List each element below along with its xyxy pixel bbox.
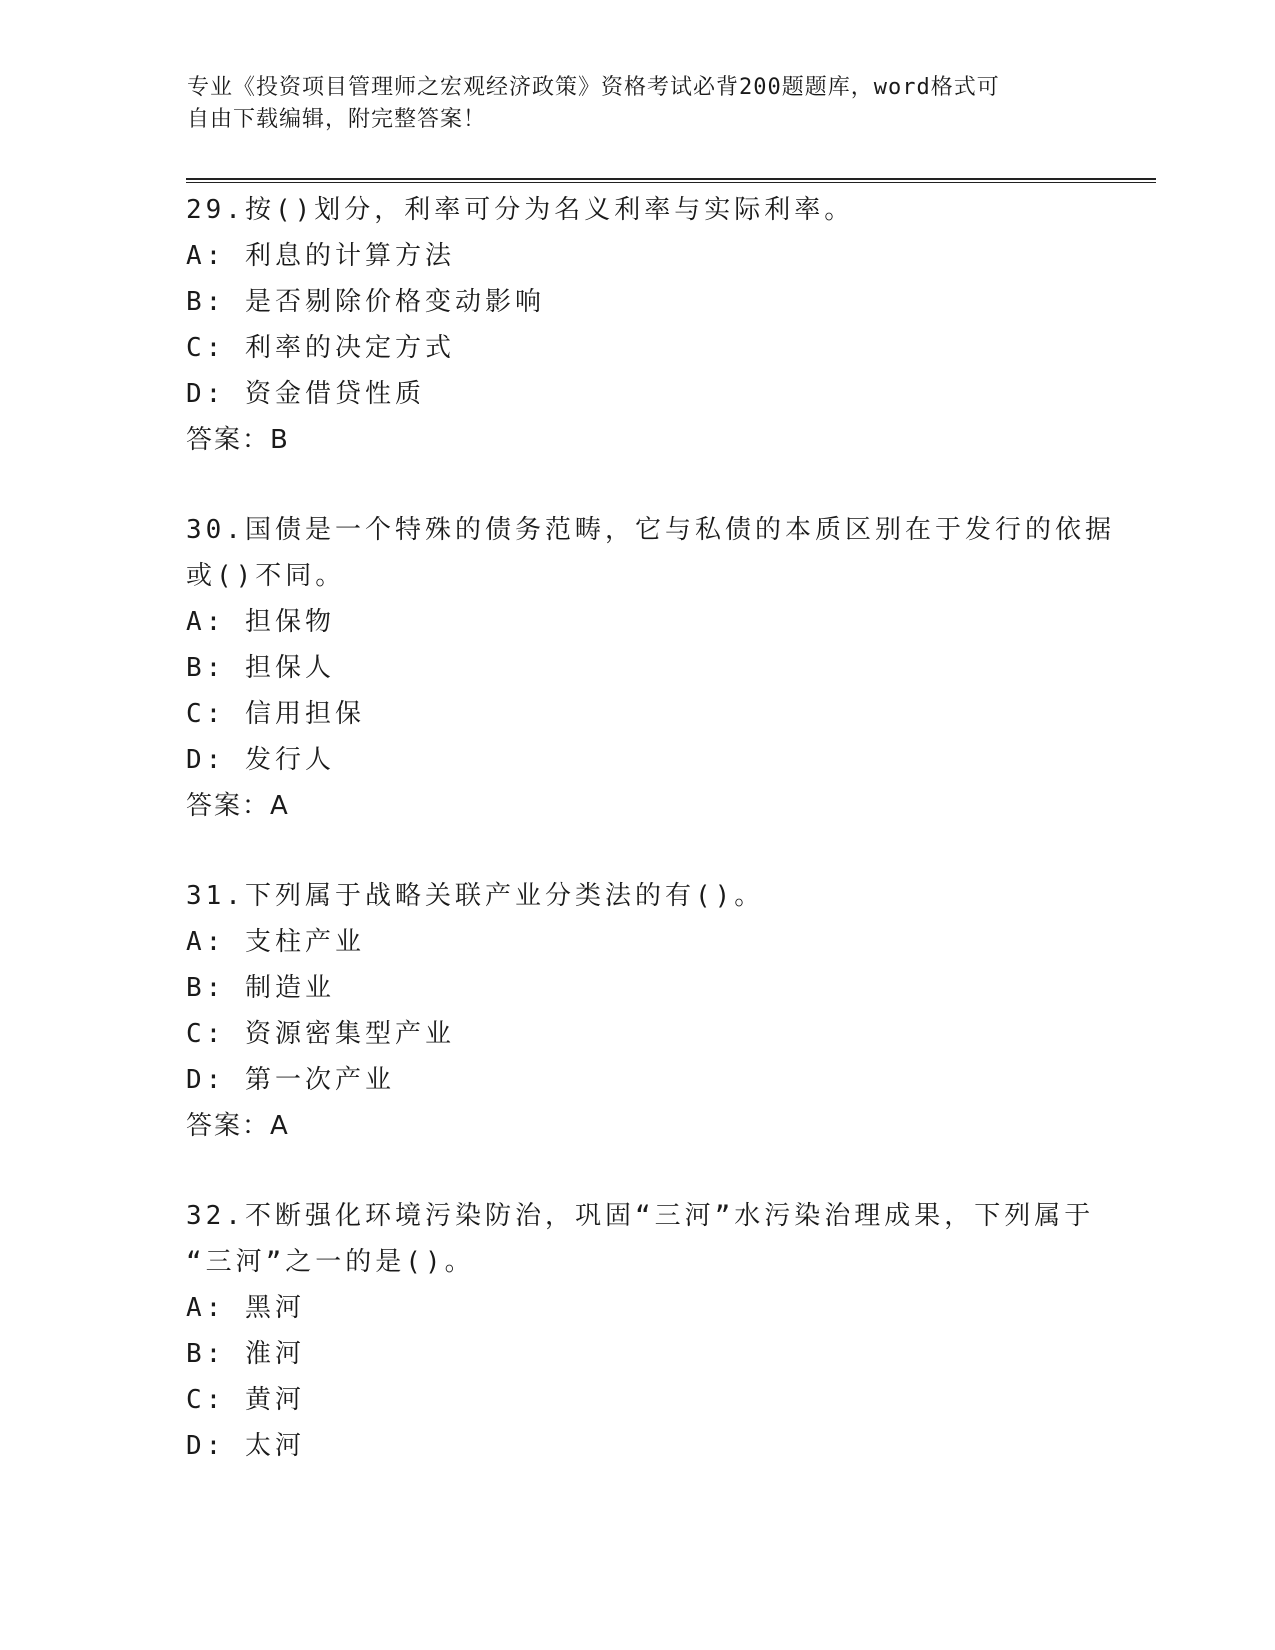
question-text-continued: “三河”之一的是()。 bbox=[186, 1247, 475, 1277]
question-text: 32.不断强化环境污染防治，巩固“三河”水污染治理成果，下列属于 bbox=[186, 1201, 1095, 1231]
option-d: D: 发行人 bbox=[186, 745, 335, 775]
question-29 bbox=[186, 187, 1086, 463]
question-text: 30.国债是一个特殊的债务范畴，它与私债的本质区别在于发行的依据 bbox=[186, 515, 1115, 545]
question-text: 31.下列属于战略关联产业分类法的有()。 bbox=[186, 881, 765, 911]
option-a: A: 支柱产业 bbox=[186, 927, 365, 957]
option-c: C: 资源密集型产业 bbox=[186, 1019, 455, 1049]
option-d: D: 资金借贷性质 bbox=[186, 379, 425, 409]
option-a: A: 担保物 bbox=[186, 607, 335, 637]
option-b: B: 是否剔除价格变动影响 bbox=[186, 287, 545, 317]
option-c: C: 信用担保 bbox=[186, 699, 365, 729]
document-header bbox=[187, 72, 1067, 136]
question-text: 29.按()划分，利率可分为名义利率与实际利率。 bbox=[186, 195, 855, 225]
option-b: B: 担保人 bbox=[186, 653, 335, 683]
question-list bbox=[186, 187, 1115, 1513]
option-a: A: 利息的计算方法 bbox=[186, 241, 455, 271]
question-30 bbox=[186, 507, 1115, 829]
header-divider bbox=[186, 178, 1156, 183]
question-31 bbox=[186, 873, 1086, 1149]
answer-text: 答案：A bbox=[186, 1111, 290, 1141]
answer-text: 答案：B bbox=[186, 425, 290, 455]
option-a: A: 黑河 bbox=[186, 1293, 305, 1323]
header-line-1: 专业《投资项目管理师之宏观经济政策》资格考试必背200题题库，word格式可 bbox=[187, 75, 1000, 100]
option-c: C: 利率的决定方式 bbox=[186, 333, 455, 363]
header-line-2: 自由下载编辑，附完整答案！ bbox=[187, 107, 487, 132]
option-d: D: 太河 bbox=[186, 1431, 305, 1461]
option-b: B: 淮河 bbox=[186, 1339, 305, 1369]
option-d: D: 第一次产业 bbox=[186, 1065, 395, 1095]
option-c: C: 黄河 bbox=[186, 1385, 305, 1415]
question-32 bbox=[186, 1193, 1095, 1469]
question-text-continued: 或()不同。 bbox=[186, 561, 346, 591]
answer-text: 答案：A bbox=[186, 791, 290, 821]
option-b: B: 制造业 bbox=[186, 973, 335, 1003]
